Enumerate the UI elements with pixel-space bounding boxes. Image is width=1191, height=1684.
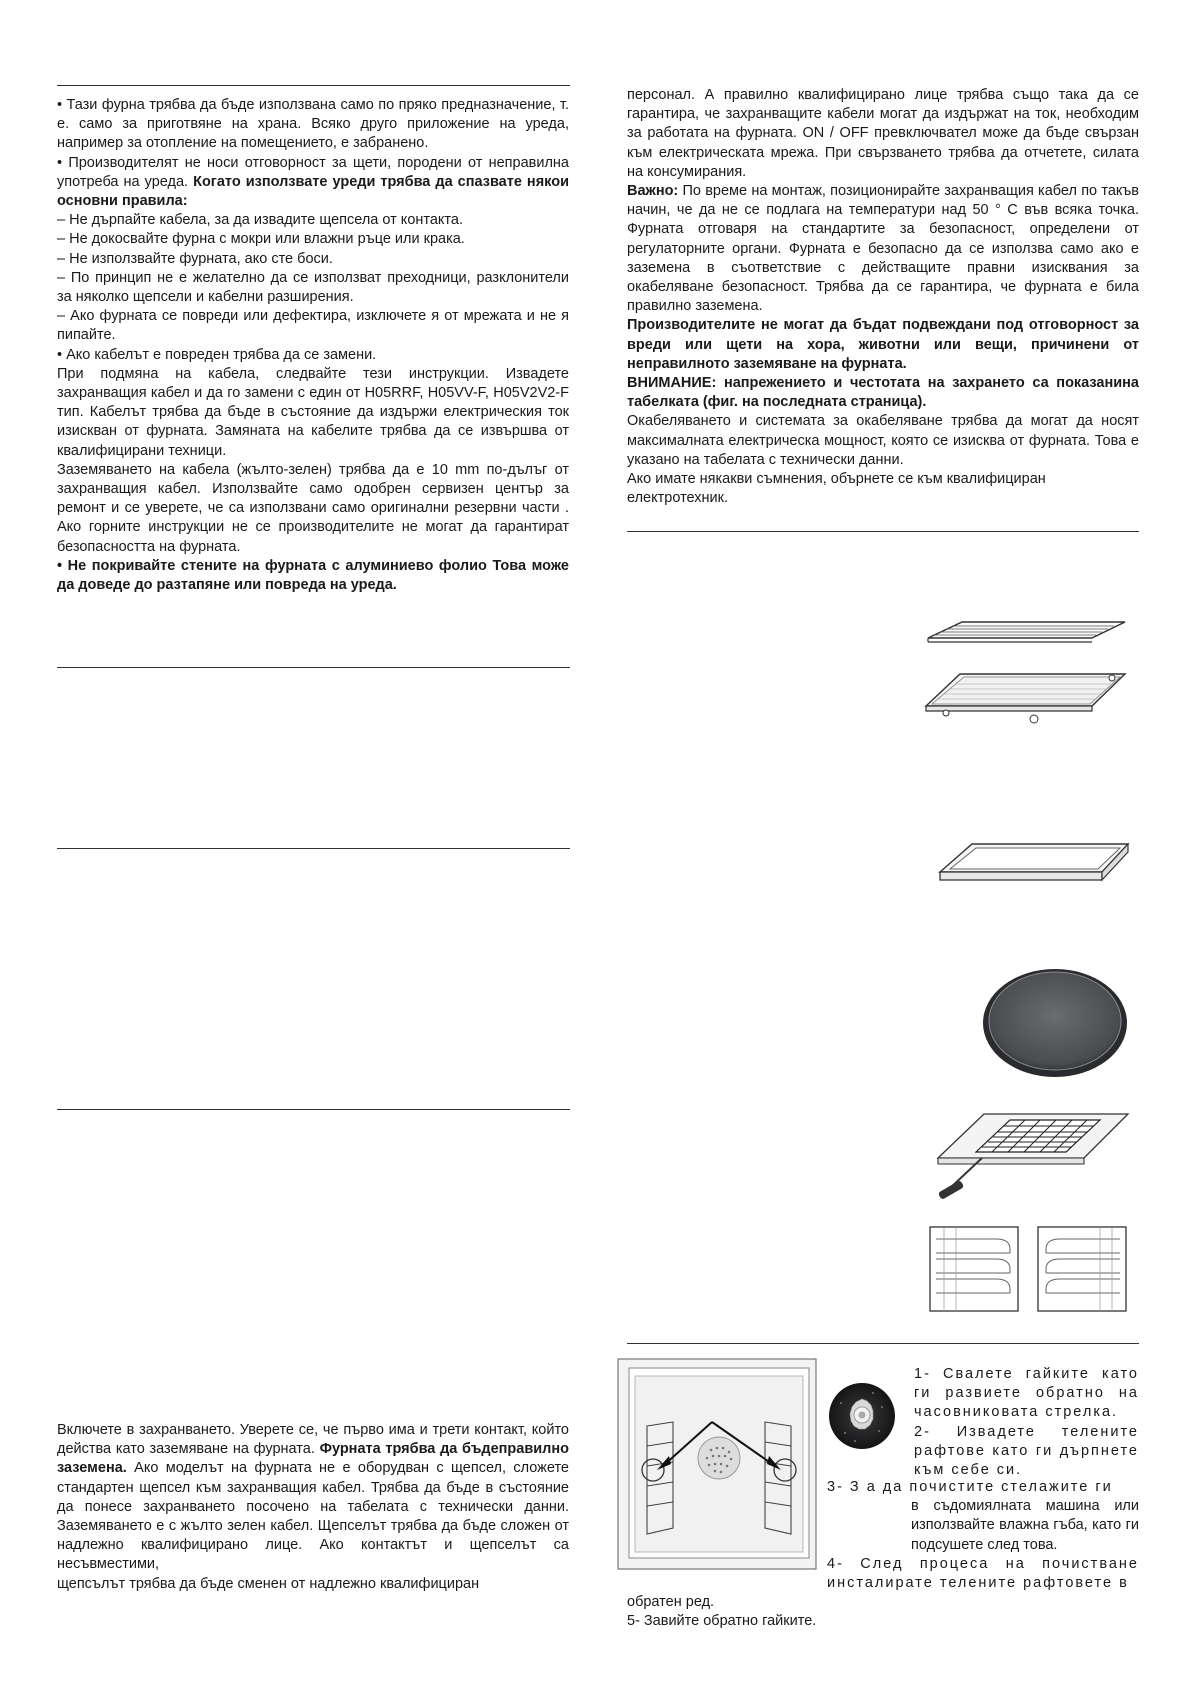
liability-text: • Производителят не носи отговорност за щети, породени от неправилна употреба на уреда. — [57, 154, 569, 190]
paragraph-important — [627, 182, 1139, 316]
step-1-text: 1- Свалете гайките като ги развиете обратно на часовниковата стрелка. — [914, 1366, 1139, 1421]
paragraph-purpose: • Тази фурна трябва да бъде използвана само по пряко предназначение, т. е. само за приготвяне на храна. Всяко друго приложение на уреда, например за отопление на помещението, е забранено. — [57, 97, 569, 152]
paragraph-personnel: персонал. А правилно квалифицирано лице трябва също така да се гарантира, че захранващите кабели могат да издържат на ток, необходим за работата на фурната. ON / OFF превключвател може да бъде свързан към електрическата мрежа. При свързването трябва да отчетете, силата на консумирания. — [627, 87, 1139, 180]
paragraph-cable-replacement: При подмяна на кабела, следвайте тези инструкции. Извадете захранващия кабел и да го замени с един от H05RRF, H05VV-F, H05V2V2-F тип. Кабелът трябва да бъде в състояние да издържи електрическия ток изискван от фурната. Замяната на кабелите трябва да се извършва от квалифицирани техници. — [57, 365, 569, 459]
cleaning-step-4-end: обратен ред. — [627, 1594, 715, 1610]
important-text: По време на монтаж, позиционирайте захранващия кабел по такъв начин, че да не се подлага на температури над 50 ° С във всяка точка. Фурната отговаря на стандартите за безопасност, определени от регулаторните органи. Фурната е безопасно да се използва само ако е заземена в съответствие с действащите правни изисквания за окабеляване безопасност. Трябва да се гарантира, че фурната е била правилно заземена. — [627, 183, 1139, 315]
divider-right-1 — [627, 531, 1139, 532]
cleaning-step-4 — [827, 1555, 1139, 1593]
safety-instructions — [57, 96, 569, 595]
step-3b-text: в съдомиялната машина или използвайте влажна гъба, като ги подсушете след това. — [911, 1498, 1139, 1553]
cleaning-step-2 — [827, 1423, 1139, 1481]
cleaning-step-1 — [827, 1365, 1139, 1423]
paragraph-doubts: Ако имате някакви съмнения, обърнете се към квалифициран електротехник. — [627, 471, 1046, 507]
divider-left-1 — [57, 85, 570, 86]
divider-left-3 — [57, 848, 570, 849]
rule-item: – Не дърпайте кабела, за да извадите щепсела от контакта. — [57, 212, 464, 229]
step-4a-text: 4- След процеса на почистване инсталирате телените рафтовете в — [827, 1555, 1139, 1592]
cleaning-step-5: 5- Завийте обратно гайките. — [627, 1613, 817, 1630]
paragraph-attention: ВНИМАНИЕ: напрежението и честотата на захрането са показанина табелката (фиг. на последната страница). — [627, 375, 1139, 411]
step-2-text: 2- Извадете телените рафтове като ги дърпнете към себе си. — [914, 1423, 1139, 1479]
paragraph-plug-replacement: щепсълът трябва да бъде сменен от надлежно квалифициран — [57, 1575, 480, 1592]
wire-rack-and-tray-illustration — [920, 618, 1130, 748]
grill-with-handle-illustration — [932, 1100, 1134, 1210]
rules-heading: Когато използвате уреди трябва да спазвате някои основни правила: — [57, 173, 569, 210]
plug-text: Ако моделът на фурната не е оборудван с щепсел, сложете стандартен щепсел към захранващия кабел. Трябва да бъде в състояние да понесе захранването посочено на табелата с технически данни. Заземяването е с жълто зелен кабел. Щепселът трябва да бъде сложен от надлежно квалифицирано лице. Ако контактът и щепселът са несъвместими, — [57, 1460, 569, 1573]
side-wire-racks-illustration — [926, 1223, 1134, 1315]
electrical-connection — [57, 1421, 569, 1594]
rule-item: – Не използвайте фурната, ако сте боси. — [57, 250, 333, 267]
paragraph-connection — [57, 1421, 569, 1575]
divider-right-2 — [627, 1343, 1139, 1344]
paragraph-foil-warning: • Не покривайте стените на фурната с алуминиево фолио Това може да доведе до разтапяне или повреда на уреда. — [57, 557, 569, 594]
divider-left-2 — [57, 667, 570, 668]
rule-item: – Ако фурната се повреди или дефектира, изключете я от мрежата и не я пипайте. — [57, 308, 569, 344]
cleaning-step-3 — [827, 1478, 1139, 1497]
rule-item: – Не докосвайте фурна с мокри или влажни ръце или крака. — [57, 231, 465, 248]
rack-cleaning-tail — [627, 1593, 1147, 1631]
rack-cleaning-steps-wide — [827, 1478, 1139, 1593]
round-pizza-tray-illustration — [980, 965, 1130, 1079]
divider-left-4 — [57, 1109, 570, 1110]
paragraph-liability — [57, 154, 569, 212]
baking-tray-illustration — [936, 838, 1132, 898]
rule-item: – По принцип не е желателно да се използват преходници, разклонители за няколко щепсели и кабелни разширения. — [57, 269, 569, 306]
cleaning-step-3b — [827, 1497, 1139, 1555]
oven-rack-removal-illustration — [617, 1358, 817, 1570]
rack-cleaning-steps — [827, 1365, 1139, 1480]
step-3a-text: 3- З а да почистите стелажите ги — [827, 1479, 1113, 1495]
electrical-connection-continued — [627, 86, 1139, 508]
grounding-emphasis: Фурната трябва да бъдеправилно заземена. — [57, 1441, 569, 1477]
rule-item: • Ако кабелът е повреден трябва да се замени. — [57, 346, 377, 363]
paragraph-wiring: Окабеляването и системата за окабеляване трябва да могат да носят максималната електрическа мощност, която се изисква от фурната. Това е указано на табелата с технически данни. — [627, 413, 1139, 468]
connection-text: Включете в захранването. Уверете се, че първо има и трети контакт, който действа като заземяване на фурната. — [57, 1422, 569, 1458]
paragraph-grounding-cable: Заземяването на кабела (жълто-зелен) трябва да е 10 mm по-дълъг от захранващия кабел. Използвайте само одобрен сервизен център за ремонт и се уверете, че са използвани само оригинални резервни части . Ако горните инструкции не се производителите не могат да гарантират безопасността на фурната. — [57, 461, 569, 555]
paragraph-manufacturer-liability: Производителите не могат да бъдат подвеждани под отговорност за вреди или щети на хора, животни или вещи, причинени от неправилното заземяване на фурната. — [627, 317, 1139, 372]
important-label: Важно: — [627, 183, 679, 200]
